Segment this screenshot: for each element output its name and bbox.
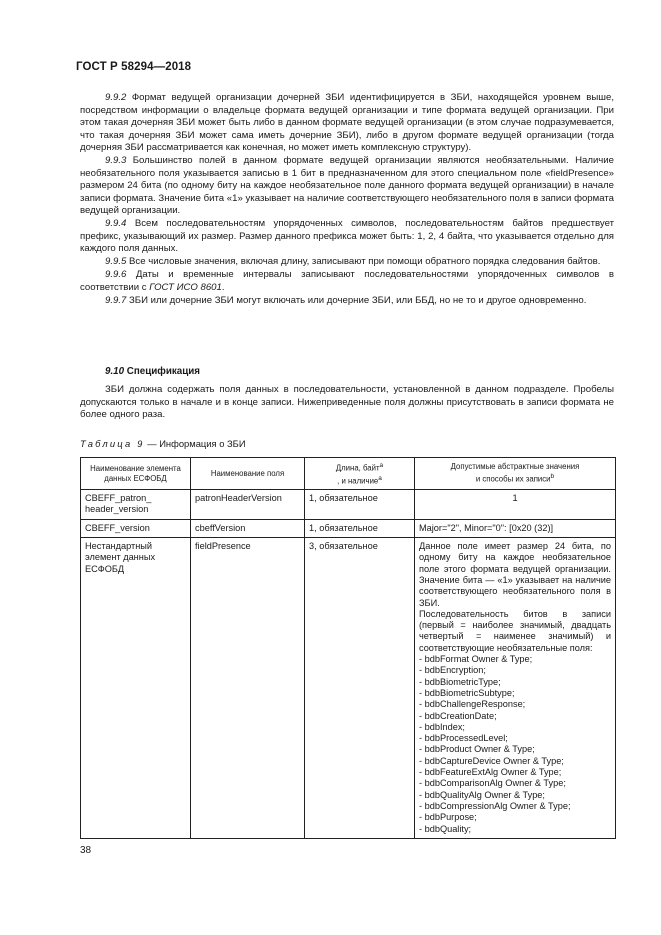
bit-order-description: Последовательность битов в записи (первый = наиболее значимый, двадцать четвертый = наименее значимый) и соответствующие необязательные поля: bbox=[419, 608, 611, 653]
cell-length: 3, обязательное bbox=[305, 538, 415, 839]
table-header-row bbox=[81, 458, 616, 490]
body-text bbox=[80, 92, 614, 308]
table-row bbox=[81, 538, 616, 839]
paragraph-text: ЗБИ или дочерние ЗБИ могут включать или дочерние ЗБИ, или ББД, но не то и другое одновременно. bbox=[126, 294, 587, 306]
table-row bbox=[81, 490, 616, 520]
optional-field-item: - bdbFormat Owner & Type; bbox=[419, 654, 533, 665]
document-header: ГОСТ Р 58294—2018 bbox=[76, 61, 192, 73]
optional-field-item: - bdbEncryption; bbox=[419, 665, 486, 676]
page-number: 38 bbox=[80, 845, 92, 856]
paragraph-number: 9.9.7 bbox=[105, 294, 127, 306]
cell-values bbox=[415, 538, 616, 839]
optional-field-item: - bdbCreationDate; bbox=[419, 710, 497, 721]
cell-field: cbeffVersion bbox=[191, 519, 305, 537]
header-element-name: Наименование элемента данных ЕСФОБД bbox=[81, 458, 191, 490]
standard-reference: ГОСТ ИСО 8601 bbox=[149, 281, 222, 293]
cell-element: CBEFF_version bbox=[81, 519, 191, 537]
table-caption bbox=[80, 438, 246, 449]
paragraph-9-9-3 bbox=[80, 155, 614, 218]
paragraph-9-9-6 bbox=[80, 269, 614, 294]
info-table bbox=[80, 457, 616, 839]
paragraph-9-9-4 bbox=[80, 218, 614, 256]
header-values-line1: Допустимые абстрактные значения bbox=[450, 462, 580, 472]
cell-element: CBEFF_patron_ header_version bbox=[81, 490, 191, 520]
optional-field-item: - bdbQualityAlg Owner & Type; bbox=[419, 789, 545, 800]
optional-field-item: - bdbQuality; bbox=[419, 823, 472, 834]
paragraph-number: 9.9.4 bbox=[105, 218, 127, 230]
cell-length: 1, обязательное bbox=[305, 490, 415, 520]
optional-field-item: - bdbFeatureExtAlg Owner & Type; bbox=[419, 767, 562, 778]
section-heading bbox=[105, 366, 200, 377]
paragraph-text: Большинство полей в данном формате ведущей организации являются необязательными. Наличие необязательного поля указывается записью в 1 бит в предназначенном для этого специальном поле «fieldPresence» размером 24 бита (по одному биту на каждое необязательное поле данного формата ведущей организации) в начале записи формата. Значение бита «1» указывает на наличие соответствующего необязательного поля в записи формата ведущей организации. bbox=[80, 155, 614, 217]
cell-values: 1 bbox=[415, 490, 616, 520]
paragraph-number: 9.9.6 bbox=[105, 269, 127, 281]
header-length-text: Длина, байт bbox=[335, 463, 380, 473]
paragraph-9-9-7 bbox=[80, 295, 614, 308]
cell-values: Major="2", Minor="0": [0x20 (32)] bbox=[415, 519, 616, 537]
optional-field-item: - bdbProcessedLevel; bbox=[419, 733, 508, 744]
paragraph-text: Все числовые значения, включая длину, записывают при помощи обратного порядка следования байтов. bbox=[126, 256, 601, 268]
optional-field-item: - bdbPurpose; bbox=[419, 812, 477, 823]
paragraph-number: 9.9.2 bbox=[105, 92, 127, 103]
footnote-b-marker: b bbox=[550, 473, 555, 481]
paragraph-tail: . bbox=[221, 281, 225, 293]
paragraph-number: 9.9.5 bbox=[105, 256, 127, 268]
optional-field-item: - bdbCaptureDevice Owner & Type; bbox=[419, 755, 564, 766]
paragraph-number: 9.9.3 bbox=[105, 155, 127, 167]
paragraph-9-9-2 bbox=[80, 92, 614, 155]
header-field-name: Наименование поля bbox=[191, 458, 305, 490]
header-length bbox=[305, 458, 415, 490]
cell-field: patronHeaderVersion bbox=[191, 490, 305, 520]
optional-fields-list bbox=[419, 654, 611, 835]
optional-field-item: - bdbIndex; bbox=[419, 721, 465, 732]
footnote-a-marker: а bbox=[378, 474, 382, 482]
header-values bbox=[415, 458, 616, 490]
header-values-line2: и способы их записи bbox=[475, 474, 551, 484]
cell-field: fieldPresence bbox=[191, 538, 305, 839]
table-row bbox=[81, 519, 616, 537]
paragraph-9-9-5 bbox=[80, 256, 614, 269]
paragraph-text: Всем последовательностям упорядоченных символов, последовательностям байтов предшествует префикс, указывающий их размер. Размер данного префикса может быть: 1, 2, 4 байта, что указывается отдельно для каждого поля данных. bbox=[80, 218, 614, 255]
table-label: Таблица 9 bbox=[80, 438, 145, 449]
section-intro: ЗБИ должна содержать поля данных в последовательности, установленной в данном подразделе. Пробелы допускаются только в начале и в конце записи. Нижеприведенные поля должны присутствовать в записи формата не более одного раза. bbox=[80, 384, 614, 420]
optional-field-item: - bdbCompressionAlg Owner & Type; bbox=[419, 800, 571, 811]
cell-length: 1, обязательное bbox=[305, 519, 415, 537]
paragraph-text: Формат ведущей организации дочерней ЗБИ идентифицируется в ЗБИ, находящейся уровнем выше, посредством информации о владельце формата ведущей организации и типе формата ведущей организации. При этом такая дочерняя ЗБИ может быть либо в данном формате ведущей организации (в этом случае подразумевается, что такая дочерняя ЗБИ может сама иметь дочерние ЗБИ), либо в другом формате ведущей организации (тогда дочерняя ЗБИ рассматривается как конечная, но может иметь комплексную структуру). bbox=[80, 92, 614, 153]
header-presence-text: , и наличие bbox=[337, 476, 379, 486]
footnote-a-marker: а bbox=[379, 462, 384, 469]
optional-field-item: - bdbProduct Owner & Type; bbox=[419, 744, 535, 755]
field-presence-description: Данное поле имеет размер 24 бита, по одному биту на каждое необязательное поле этого формата ведущей организации. Значение бита — «1» указывает на наличие соответствующего необязательного поля в ЗБИ. bbox=[419, 541, 611, 608]
optional-field-item: - bdbBiometricSubtype; bbox=[419, 687, 515, 698]
section-number: 9.10 bbox=[105, 366, 125, 377]
optional-field-item: - bdbComparisonAlg Owner & Type; bbox=[419, 778, 566, 789]
optional-field-item: - bdbBiometricType; bbox=[419, 676, 501, 687]
optional-field-item: - bdbChallengeResponse; bbox=[419, 699, 526, 710]
cell-element: Нестандартный элемент данных ЕСФОБД bbox=[81, 538, 191, 839]
section-title: Спецификация bbox=[124, 366, 200, 377]
table-caption-text: — Информация о ЗБИ bbox=[144, 438, 246, 449]
paragraph-text: Даты и временные интервалы записывают последовательностями упорядоченных символов в соответствии с bbox=[80, 269, 614, 293]
